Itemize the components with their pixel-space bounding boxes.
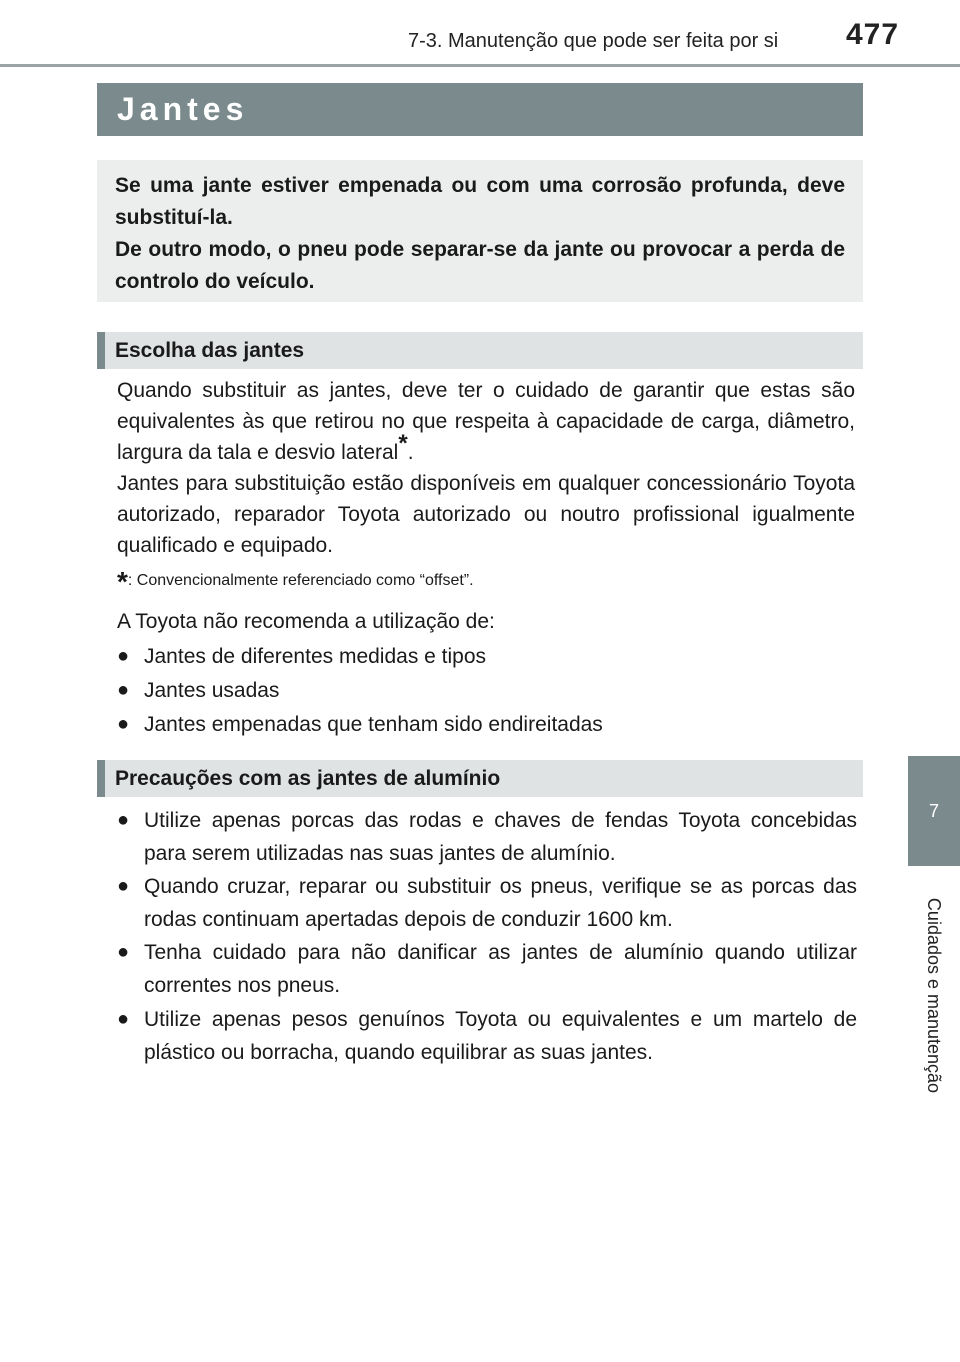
bullet-icon: ● [117, 1008, 130, 1030]
bullet-icon: ● [117, 645, 130, 667]
page-number: 477 [846, 18, 900, 51]
footnote-star: * [117, 566, 128, 597]
footnote [117, 566, 474, 598]
list-item [117, 1003, 857, 1069]
footnote-text: : Convencionalmente referenciado como “offset”. [127, 572, 474, 589]
not-recommended-intro: A Toyota não recomenda a utilização de: [117, 610, 495, 633]
list-item-text: Jantes empenadas que tenham sido endireitadas [144, 713, 603, 736]
list-item-text: Jantes de diferentes medidas e tipos [144, 645, 487, 668]
list-item [117, 804, 857, 870]
intro-box [97, 160, 863, 302]
chapter-label-container [910, 880, 958, 1110]
list-item-text: Utilize apenas porcas das rodas e chaves de fendas Toyota concebidas para serem utilizadas nas suas jantes de alumínio. [144, 809, 857, 865]
list-item-text: Jantes usadas [144, 679, 280, 702]
intro-line-1: Se uma jante estiver empenada ou com uma corrosão profunda, deve substituí-la. [115, 174, 845, 229]
list-item-text: Utilize apenas pesos genuínos Toyota ou equivalentes e um martelo de plástico ou borracha, quando equilibrar as suas jantes. [144, 1008, 857, 1064]
list-item-text: Tenha cuidado para não danificar as jantes de alumínio quando utilizar correntes nos pneus. [144, 941, 857, 997]
list-item [117, 708, 857, 741]
list-item [117, 870, 857, 936]
section1-paragraph-2: Jantes para substituição estão disponíveis em qualquer concessionário Toyota autorizado, reparador Toyota autorizado ou noutro profissional igualmente qualificado e equipado. [117, 472, 855, 557]
bullet-icon: ● [117, 941, 130, 963]
section-heading-aluminium-precautions: Precauções com as jantes de alumínio [97, 760, 863, 797]
page-title: Jantes [97, 83, 863, 136]
chapter-tab [908, 756, 960, 866]
chapter-number: 7 [928, 800, 939, 821]
list-item [117, 640, 857, 673]
bullet-icon: ● [117, 713, 130, 735]
list-item [117, 674, 857, 707]
section1-paragraph-1-end: . [407, 441, 414, 464]
bullet-icon: ● [117, 679, 130, 701]
running-header-section: 7-3. Manutenção que pode ser feita por si [408, 30, 779, 52]
bullet-icon: ● [117, 809, 130, 831]
section1-paragraph-1-text: Quando substituir as jantes, deve ter o cuidado de garantir que estas são equivalentes às que retirou no que respeita à capacidade de carga, diâmetro, largura da tala e desvio lateral [117, 379, 855, 464]
intro-line-2: De outro modo, o pneu pode separar-se da jante ou provocar a perda de controlo do veículo. [115, 238, 845, 293]
section1-paragraph-1 [117, 375, 855, 468]
list-item [117, 936, 857, 1002]
list-item-text: Quando cruzar, reparar ou substituir os pneus, verifique se as porcas das rodas continuam apertadas depois de conduzir 1600 km. [144, 875, 857, 931]
bullet-icon: ● [117, 875, 130, 897]
footnote-marker: * [398, 430, 408, 457]
section1-body [117, 375, 855, 561]
section-heading-wheel-choice: Escolha das jantes [97, 332, 863, 369]
header-divider [0, 64, 960, 67]
chapter-label: Cuidados e manutenção [924, 897, 945, 1093]
